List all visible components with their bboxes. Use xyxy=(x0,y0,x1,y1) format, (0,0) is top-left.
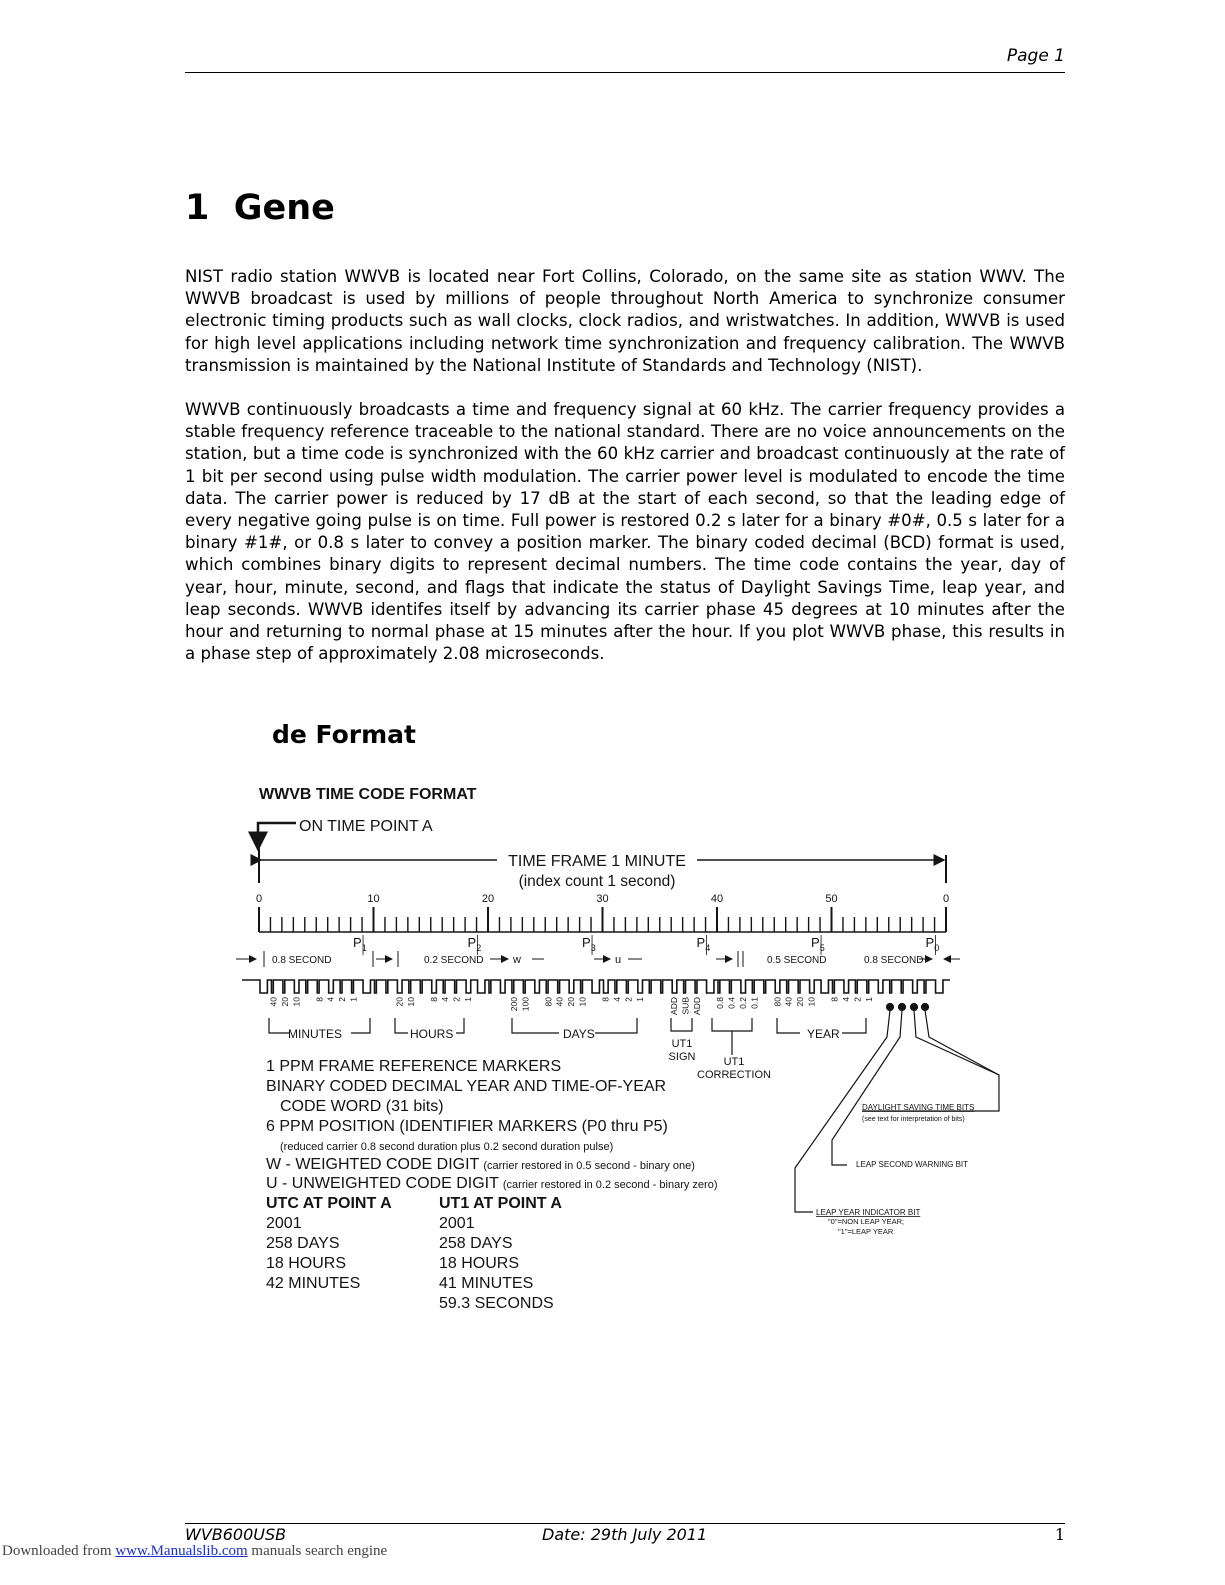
marker-label: $P_0$ xyxy=(925,935,940,953)
time-frame-label: TIME FRAME 1 MINUTE xyxy=(508,853,686,870)
ut1-correction-label: UT1 CORRECTION xyxy=(697,1056,771,1081)
bit-weight: 20 xyxy=(795,997,806,1007)
footer-rule xyxy=(185,1523,1065,1524)
bit-weight: ADD xyxy=(669,997,680,1015)
ut1-sign-label: UT1 SIGN xyxy=(668,1038,696,1063)
footer-product: WVB600USB xyxy=(185,1525,287,1544)
scale-label: 0 xyxy=(942,893,950,905)
body-paragraph-2: WWVB continuously broadcasts a time and frequency signal at 60 kHz. The carrier frequency provides a stable frequency reference traceable to the national standard. There are no voice announcements on the station, but a time code is synchronized with the 60 kHz carrier and broadcast continuously at the rate of 1 bit per second using pulse width modulation. The carrier power level is modulated to encode the time data. The carrier power is reduced by 17 dB at the start of each second, so that the leading edge of every negative going pulse is on time. Full power is restored 0.2 s later for a binary #0#, 0.5 s later for a binary #1#, or 0.8 s later to convey a position marker. The binary coded decimal (BCD) format is used, which combines binary digits to represent decimal numbers. The time code contains the year, day of year, hour, minute, second, and flags that indicate the status of Daylight Savings Time, leap year, and leap seconds. WWVB identifes itself by advancing its carrier phase 45 degrees at 10 minutes after the hour and returning to normal phase at 15 minutes after the hour. If you plot WWVB phase, this results in a phase step of approximately 2.08 microseconds. xyxy=(185,400,1065,664)
scale-label: 0 xyxy=(255,893,263,905)
legend-frame-ref: 1 PPM FRAME REFERENCE MARKERS xyxy=(266,1058,562,1075)
bit-weight: 0.4 xyxy=(726,997,737,1009)
leap-second-callout: LEAP SECOND WARNING BIT xyxy=(856,1160,969,1169)
minutes-group-label: MINUTES xyxy=(288,1027,342,1041)
dst-callout-note: (see text for interpretation of bits) xyxy=(862,1116,965,1123)
marker-label: $P_4$ xyxy=(696,935,711,953)
interval-0-8-a: 0.8 SECOND xyxy=(272,955,332,966)
marker-label: $P_3$ xyxy=(582,935,596,953)
interval-0-2: 0.2 SECOND xyxy=(424,955,484,966)
bit-weight: 40 xyxy=(268,997,279,1007)
bit-weight: 10 xyxy=(405,997,416,1007)
bit-weight: 1 xyxy=(863,997,874,1002)
days-group-label: DAYS xyxy=(563,1027,595,1041)
pulse-train xyxy=(242,980,950,993)
bit-weight: 20 xyxy=(566,997,577,1007)
bit-weight: 2 xyxy=(852,997,863,1002)
manualslib-link[interactable]: www.Manualslib.com xyxy=(115,1543,248,1559)
ut1-block xyxy=(439,1195,562,1312)
interval-0-5: 0.5 SECOND xyxy=(767,955,827,966)
bit-weight: 80 xyxy=(543,997,554,1007)
scale-label: 40 xyxy=(710,893,724,905)
bit-weight: ADD xyxy=(692,997,703,1015)
bit-weight: 4 xyxy=(840,997,851,1002)
scale-label: 10 xyxy=(367,893,380,905)
interval-u: u xyxy=(615,954,622,966)
marker-label: $P_5$ xyxy=(811,935,825,953)
on-time-arrow xyxy=(258,823,296,849)
legend-position: 6 PPM POSITION (IDENTIFIER MARKERS (P0 thru P5) xyxy=(266,1118,668,1135)
ut1-heading: UT1 AT POINT A xyxy=(439,1195,562,1212)
bit-weight: 2 xyxy=(337,997,348,1002)
ut1-line: 41 MINUTES xyxy=(439,1275,534,1292)
bit-weight: 40 xyxy=(783,997,794,1007)
ut1-line: 2001 xyxy=(439,1215,475,1232)
pulse-waveform xyxy=(242,980,950,993)
second-scale-labels xyxy=(256,893,949,905)
legend-weighted: W - WEIGHTED CODE DIGIT (carrier restored in 0.5 second - binary one) xyxy=(266,1156,695,1173)
utc-block xyxy=(266,1195,392,1292)
bit-weight: 8 xyxy=(829,997,840,1002)
bit-weight: 8 xyxy=(314,997,325,1002)
watermark-prefix: Downloaded from xyxy=(2,1543,112,1559)
bit-weight: 8 xyxy=(428,997,439,1002)
ut1-line: 258 DAYS xyxy=(439,1235,513,1252)
interval-0-8-b: 0.8 SECOND xyxy=(864,955,924,966)
utc-line: 258 DAYS xyxy=(266,1235,340,1252)
position-marker-labels xyxy=(353,935,939,955)
body-paragraph-1: NIST radio station WWVB is located near Fort Collins, Colorado, on the same site as station WWV. The WWVB broadcast is used by millions of people throughout North America to synchronize consumer electronic timing products such as wall clocks, clock radios, and wristwatches. In addition, WWVB is used for high level applications including network time synchronization and frequency calibration. The WWVB transmission is maintained by the National Institute of Standards and Technology (NIST). xyxy=(185,267,1065,375)
bit-weight: 1 xyxy=(634,997,645,1002)
bit-weight: 100 xyxy=(520,997,531,1012)
bit-weight: 1 xyxy=(348,997,359,1002)
group-labels xyxy=(288,1027,840,1041)
leap-year-note-2: "1"=LEAP YEAR xyxy=(838,1227,894,1236)
utc-heading: UTC AT POINT A xyxy=(266,1195,392,1212)
utc-line: 42 MINUTES xyxy=(266,1275,361,1292)
year-group-label: YEAR xyxy=(807,1027,840,1041)
legend-unweighted: U - UNWEIGHTED CODE DIGIT (carrier restored in 0.2 second - binary zero) xyxy=(266,1175,718,1192)
bit-weight: 40 xyxy=(554,997,565,1007)
bit-weight-labels xyxy=(268,997,873,1015)
utc-line: 2001 xyxy=(266,1215,302,1232)
utc-line: 18 HOURS xyxy=(266,1255,347,1272)
second-scale-ticks xyxy=(259,907,946,932)
scale-label: 20 xyxy=(481,893,495,905)
marker-label: $P_2$ xyxy=(467,935,482,953)
bit-weight: 2 xyxy=(451,997,462,1002)
bit-weight: 10 xyxy=(806,997,817,1007)
header-rule xyxy=(185,72,1065,73)
bit-weight: 10 xyxy=(291,997,302,1007)
bit-weight: 0.1 xyxy=(749,997,760,1009)
bit-weight: 1 xyxy=(463,997,474,1002)
dst-callout: DAYLIGHT SAVING TIME BITS xyxy=(862,1103,975,1112)
bit-weight: 4 xyxy=(611,997,622,1002)
hours-group-label: HOURS xyxy=(410,1027,454,1041)
interval-row xyxy=(236,951,960,967)
scale-label: 50 xyxy=(825,893,838,905)
bit-weight: 20 xyxy=(394,997,405,1007)
figure-title: WWVB TIME CODE FORMAT xyxy=(259,786,477,803)
bit-weight: 4 xyxy=(325,997,336,1002)
download-watermark xyxy=(2,1543,387,1560)
bit-weight: 4 xyxy=(440,997,451,1002)
marker-label: $P_1$ xyxy=(353,935,367,953)
watermark-suffix: manuals search engine xyxy=(251,1543,388,1559)
bit-weight: 8 xyxy=(600,997,611,1002)
bit-weight: 200 xyxy=(508,997,519,1012)
wwvb-time-code-figure xyxy=(232,775,1022,1315)
bit-weight: SUB xyxy=(680,997,691,1015)
legend-codeword: CODE WORD (31 bits) xyxy=(280,1098,444,1115)
bit-weight: 80 xyxy=(772,997,783,1007)
ut1-line: 59.3 SECONDS xyxy=(439,1295,554,1312)
running-head: Page 1 xyxy=(1006,46,1065,66)
footer-date: Date: 29th July 2011 xyxy=(542,1525,708,1544)
section-title: 1 Gene xyxy=(185,188,335,228)
time-frame-sublabel: (index count 1 second) xyxy=(518,873,676,890)
scale-label: 30 xyxy=(596,893,609,905)
callout-labels xyxy=(816,1103,974,1236)
footer-page-number: 1 xyxy=(1054,1525,1065,1544)
bit-weight: 0.2 xyxy=(737,997,748,1009)
bit-weight: 0.8 xyxy=(715,997,725,1009)
bit-weight: 10 xyxy=(577,997,588,1007)
subsection-title: de Format xyxy=(272,720,416,749)
legend-bcd: BINARY CODED DECIMAL YEAR AND TIME-OF-YEAR xyxy=(266,1078,667,1095)
legend xyxy=(266,1058,717,1192)
leap-year-note-1: "0"=NON LEAP YEAR; xyxy=(828,1217,905,1226)
bit-weight: 20 xyxy=(279,997,290,1007)
bit-weight: 2 xyxy=(623,997,634,1002)
ut1-line: 18 HOURS xyxy=(439,1255,520,1272)
on-time-point-label: ON TIME POINT A xyxy=(299,818,433,835)
leap-year-callout: LEAP YEAR INDICATOR BIT xyxy=(816,1208,921,1217)
interval-w: w xyxy=(513,954,521,966)
legend-position-note: (reduced carrier 0.8 second duration plus 0.2 second duration pulse) xyxy=(280,1141,614,1153)
